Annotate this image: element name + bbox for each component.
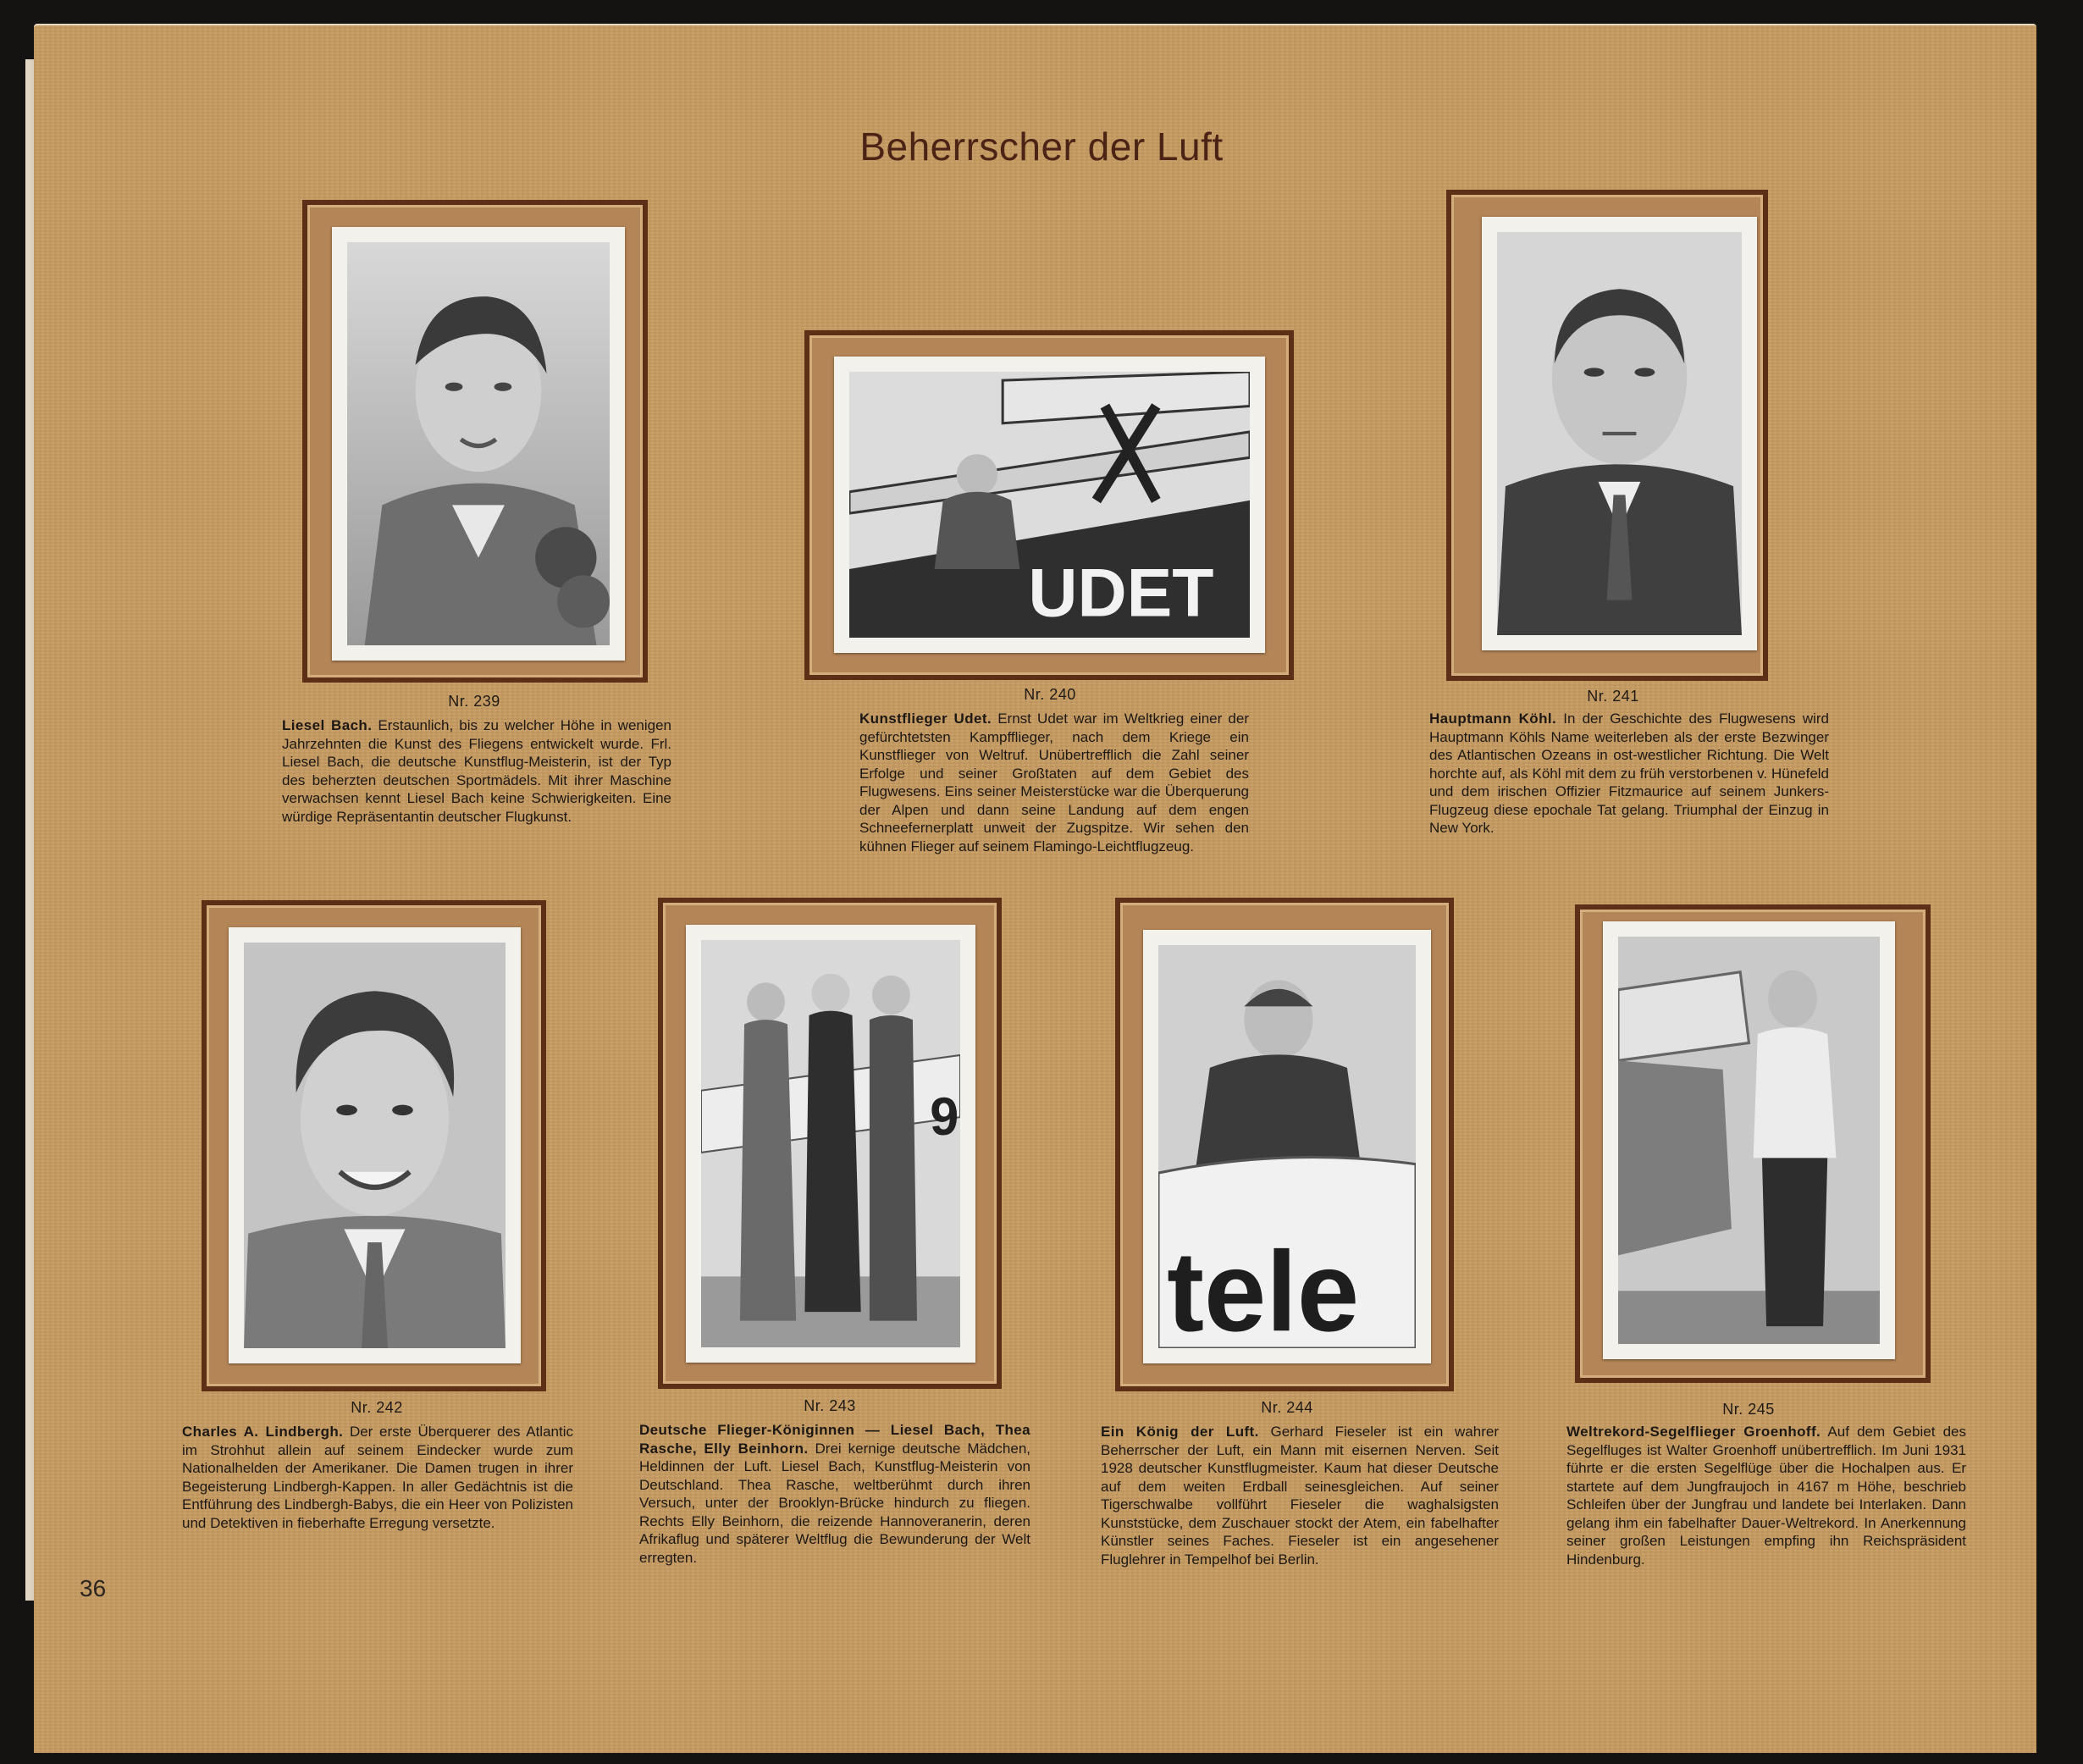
caption-headline-239: Liesel Bach. bbox=[282, 717, 373, 733]
portrait-koehl-image bbox=[1497, 232, 1742, 635]
caption-headline-245: Weltrekord-Segelflieger Groenhoff. bbox=[1566, 1424, 1821, 1440]
photo-text-udet: UDET bbox=[1028, 555, 1214, 632]
caption-text-244: Gerhard Fieseler ist ein wahrer Beherrscher der Luft, ein Mann mit eisernen Nerven. Seit 1928 deutscher Kunstflugmeister. Kaum hat dieser Deutsche auf dem weiten Erdball seinesgleichen. Auf seiner Tigerschwalbe vollführt Fieseler die waghalsigsten Kunststücke, dem Zuschauer stockt der Atem, ein fabelhafter Künstler seines Faches. Fieseler ist ein angesehener Fluglehrer in Tempelhof bei Berlin. bbox=[1101, 1424, 1499, 1568]
card-number-245: Nr. 245 bbox=[1722, 1401, 1775, 1418]
card-number-241: Nr. 241 bbox=[1587, 688, 1639, 705]
card-number-239: Nr. 239 bbox=[448, 693, 500, 710]
caption-text-241: In der Geschichte des Flugwesens wird Hauptmann Köhls Name weiterleben als der erste Bezwinger des Atlantischen Ozeans in ost-westlicher Richtung. Die Welt horchte auf, als Köhl mit dem zu früh verstorbenen v. Hünefeld und dem irischen Offizier Fitzmaurice auf seinem Junkers-Flugzeug diese epochale Tat gelang. Triumphal der Einzug in New York. bbox=[1429, 711, 1829, 836]
photo-240[interactable] bbox=[834, 357, 1265, 653]
caption-text-240: Ernst Udet war im Weltkrieg einer der gefürchtetsten Kampfflieger, nach dem Kriege ein Kunstflieger von Weltruf. Unübertrefflich die Zahl seiner Erfolge und seiner Großtaten auf dem Gebiet des Flugwesens. Eins seiner Meisterstücke war die Überquerung der Alpen und dann seine Landung auf dem engen Schneefernerplatt unweit der Zugspitze. Wir sehen den kühnen Flieger auf seinem Flamingo-Leichtflugzeug. bbox=[859, 711, 1250, 854]
groenhoff-glider-image bbox=[1618, 937, 1880, 1344]
portrait-lindbergh-image bbox=[244, 943, 506, 1348]
photo-245[interactable] bbox=[1603, 921, 1895, 1359]
photo-text-9: 9 bbox=[930, 1087, 959, 1147]
caption-headline-243: Deutsche Flieger-Königinnen — Liesel Bach, Thea Rasche, Elly Beinhorn. bbox=[639, 1422, 1030, 1457]
photo-244[interactable] bbox=[1143, 930, 1431, 1363]
fieseler-cockpit-image bbox=[1158, 945, 1416, 1348]
caption-241 bbox=[1429, 710, 1829, 838]
photo-243[interactable] bbox=[686, 925, 975, 1363]
caption-245 bbox=[1566, 1423, 1966, 1568]
card-number-240: Nr. 240 bbox=[1024, 686, 1076, 703]
caption-239 bbox=[282, 716, 671, 826]
photo-241[interactable] bbox=[1482, 217, 1757, 650]
photo-text-tele: tele bbox=[1167, 1228, 1360, 1348]
card-number-244: Nr. 244 bbox=[1261, 1399, 1313, 1416]
caption-headline-242: Charles A. Lindbergh. bbox=[182, 1424, 344, 1440]
card-number-243: Nr. 243 bbox=[804, 1397, 856, 1414]
photo-242[interactable] bbox=[229, 927, 521, 1363]
caption-244 bbox=[1101, 1423, 1499, 1568]
caption-headline-241: Hauptmann Köhl. bbox=[1429, 711, 1557, 727]
caption-headline-244: Ein König der Luft. bbox=[1101, 1424, 1259, 1440]
page-number: 36 bbox=[80, 1575, 107, 1601]
caption-text-242: Der erste Überquerer des Atlantic im Strohhut allein auf seinem Eindecker wurde zum Nationalhelden der Amerikaner. Die Damen trugen in ihrer Begeisterung Lindbergh-Kappen. In aller Gedächtnis ist die Entführung des Lindbergh-Babys, die ein Heer von Polizisten und Detektiven in fieberhafte Erregung versetzte. bbox=[182, 1424, 573, 1531]
caption-240 bbox=[859, 710, 1249, 855]
caption-text-245: Auf dem Gebiet des Segelfluges ist Walter Groenhoff unübertrefflich. Im Juni 1931 führte er die ersten Segelflüge über die Hochalpen aus. Er startete auf dem Jungfraujoch in 4167 m Höhe, beschrieb Schleifen über der Jungfrau und landete bei Interlaken. Dann gelang ihm ein fabelhafter Dauer-Weltrekord. In Anerkennung seiner großen Leistungen empfing ihn Reichspräsident Hindenburg. bbox=[1566, 1424, 1966, 1568]
caption-243 bbox=[639, 1421, 1030, 1567]
udet-airplane-image bbox=[849, 372, 1250, 638]
portrait-liesel-bach-image bbox=[347, 242, 610, 645]
page-title: Beherrscher der Luft bbox=[859, 124, 1224, 169]
caption-242 bbox=[182, 1423, 573, 1532]
caption-text-239: Erstaunlich, bis zu welcher Höhe in wenigen Jahrzehnten die Kunst des Fliegens entwickelt wurde. Frl. Liesel Bach, die deutsche Kunstflug-Meisterin, ist der Typ des beherzten deutschen Sportmädels. Mit ihrer Maschine verwachsen kennt Liesel Bach keine Schwierigkeiten. Eine würdige Repräsentantin deutscher Flugkunst. bbox=[282, 717, 671, 825]
photo-239[interactable] bbox=[332, 227, 625, 661]
caption-text-243: Drei kernige deutsche Mädchen, Heldinnen der Luft. Liesel Bach, Kunstflug-Meisterin von Deutschland. Thea Rasche, weltberühmt durch ihren Versuch, unter der Brooklyn-Brücke hindurch zu fliegen. Rechts Elly Beinhorn, die reizende Hannoveranerin, deren Afrikaflug und späterer Weltflug die Bewunderung der Welt erregten. bbox=[639, 1440, 1030, 1566]
caption-headline-240: Kunstflieger Udet. bbox=[859, 711, 992, 727]
three-aviatrices-image bbox=[701, 940, 960, 1347]
card-number-242: Nr. 242 bbox=[351, 1399, 403, 1416]
